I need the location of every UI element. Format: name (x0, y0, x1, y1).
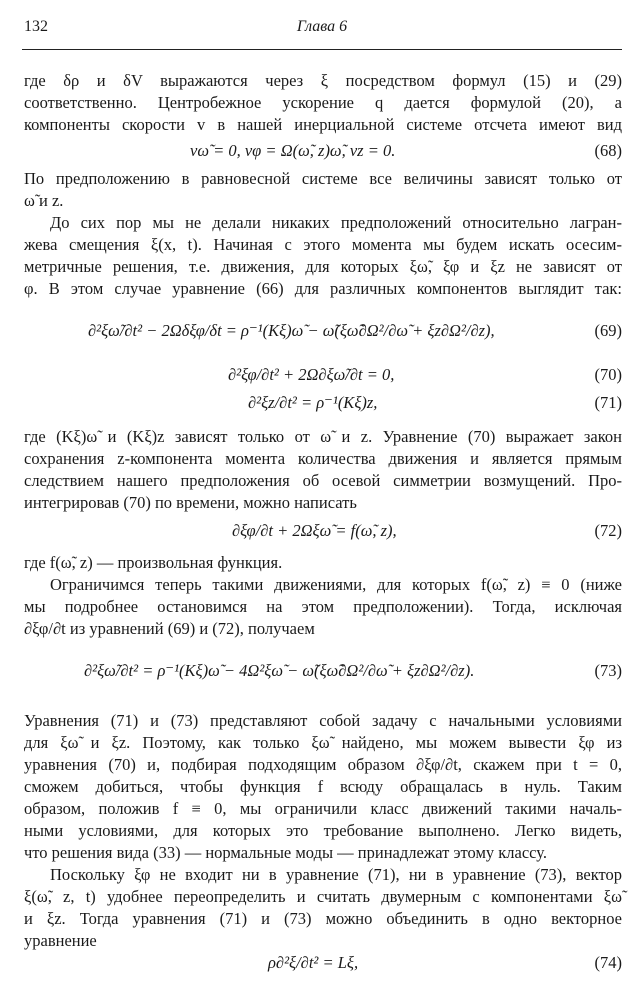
text-line: для ξω̃ и ξz. Поэтому, как только ξω̃ найдено, мы можем вывести ξφ из (24, 733, 622, 752)
header-rule (22, 49, 622, 50)
equation-number: (70) (594, 365, 622, 384)
text-line: Ограничимся теперь такими движениями, для которых f(ω̃, z) ≡ 0 (ниже (50, 575, 622, 594)
text-line: компоненты скорости v в нашей инерциальной системе отсчета имеют вид (24, 115, 622, 134)
text-line: ω̃ и z. (24, 191, 64, 210)
text-line: метричные решения, т.е. движения, для которых ξω̃, ξφ и ξz не зависят от (24, 257, 622, 276)
equation-number: (74) (594, 953, 622, 972)
equation-number: (69) (594, 321, 622, 340)
text-line: соответственно. Центробежное ускорение q дается формулой (20), а (24, 93, 622, 112)
text-line: сможем добиться, чтобы функция f всюду обращалась в нуль. Таким (24, 777, 622, 796)
equation-68: vω̃ = 0, vφ = Ω(ω̃, z)ω̃, vz = 0. (190, 141, 396, 160)
text-line: Поскольку ξφ не входит ни в уравнение (71), ни в уравнение (73), вектор (50, 865, 622, 884)
text-line: До сих пор мы не делали никаких предположений относительно лагран- (50, 213, 622, 232)
text-line: где δρ и δV выражаются через ξ посредством формул (15) и (29) (24, 71, 622, 90)
text-line: ξ(ω̃, z, t) удобнее переопределить и считать двумерным с компонентами ξω̃ (24, 887, 622, 906)
text-line: мы подробнее остановимся на этом предположении). Тогда, исключая (24, 597, 622, 616)
text-line: интегрировав (70) по времени, можно написать (24, 493, 357, 512)
text-line: сохранения z-компонента момента количества движения и является прямым (24, 449, 622, 468)
equation-number: (71) (594, 393, 622, 412)
page-number: 132 (24, 18, 48, 35)
equation-number: (73) (594, 661, 622, 680)
text-line: жева смещения ξ(x, t). Начиная с этого момента мы будем искать осесим- (24, 235, 622, 254)
text-line: и ξz. Тогда уравнения (71) и (73) можно объединить в одно векторное (24, 909, 622, 928)
equation-72: ∂ξφ/∂t + 2Ωξω̃ = f(ω̃, z), (232, 521, 397, 540)
chapter-title: Глава 6 (296, 18, 348, 35)
text-line: где f(ω̃, z) — произвольная функция. (24, 553, 283, 572)
text-line: образом, положив f ≡ 0, мы ограничили класс движений такими началь- (24, 799, 622, 818)
equation-74: ρ∂²ξ/∂t² = Lξ, (268, 953, 359, 972)
equation-71: ∂²ξz/∂t² = ρ⁻¹(Kξ)z, (248, 393, 378, 412)
text-line: где (Kξ)ω̃ и (Kξ)z зависят только от ω̃ и z. Уравнение (70) выражает закон (24, 427, 622, 446)
text-line: уравнение (24, 931, 97, 950)
equation-number: (68) (594, 141, 622, 160)
text-line: Уравнения (71) и (73) представляют собой задачу с начальными условиями (24, 711, 622, 730)
equation-70: ∂²ξφ/∂t² + 2Ω∂ξω̃/∂t = 0, (228, 365, 395, 384)
text-line: φ. В этом случае уравнение (66) для различных компонентов выглядит так: (24, 279, 622, 298)
equation-69: ∂²ξω̃/∂t² − 2Ωδξφ/δt = ρ⁻¹(Kξ)ω̃ − ω̃(ξω̃∂Ω²/∂ω̃ + ξz∂Ω²/∂z), (88, 321, 495, 340)
text-line: следствием нашего предположения об осевой симметрии возмущений. Про- (24, 471, 622, 490)
equation-number: (72) (594, 521, 622, 540)
text-line: уравнения (70) и, подбирая подходящим образом ∂ξφ/∂t, скажем при t = 0, (24, 755, 622, 774)
text-line: ными условиями, для которых это требование выполнено. Легко видеть, (24, 821, 622, 840)
equation-73: ∂²ξω̃/∂t² = ρ⁻¹(Kξ)ω̃ − 4Ω²ξω̃ − ω̃(ξω̃∂Ω²/∂ω̃ + ξz∂Ω²/∂z). (84, 661, 475, 680)
text-line: По предположению в равновесной системе все величины зависят только от (24, 169, 622, 188)
text-line: ∂ξφ/∂t из уравнений (69) и (72), получаем (24, 619, 315, 638)
text-line: что решения вида (33) — нормальные моды — принадлежат этому классу. (24, 843, 547, 862)
